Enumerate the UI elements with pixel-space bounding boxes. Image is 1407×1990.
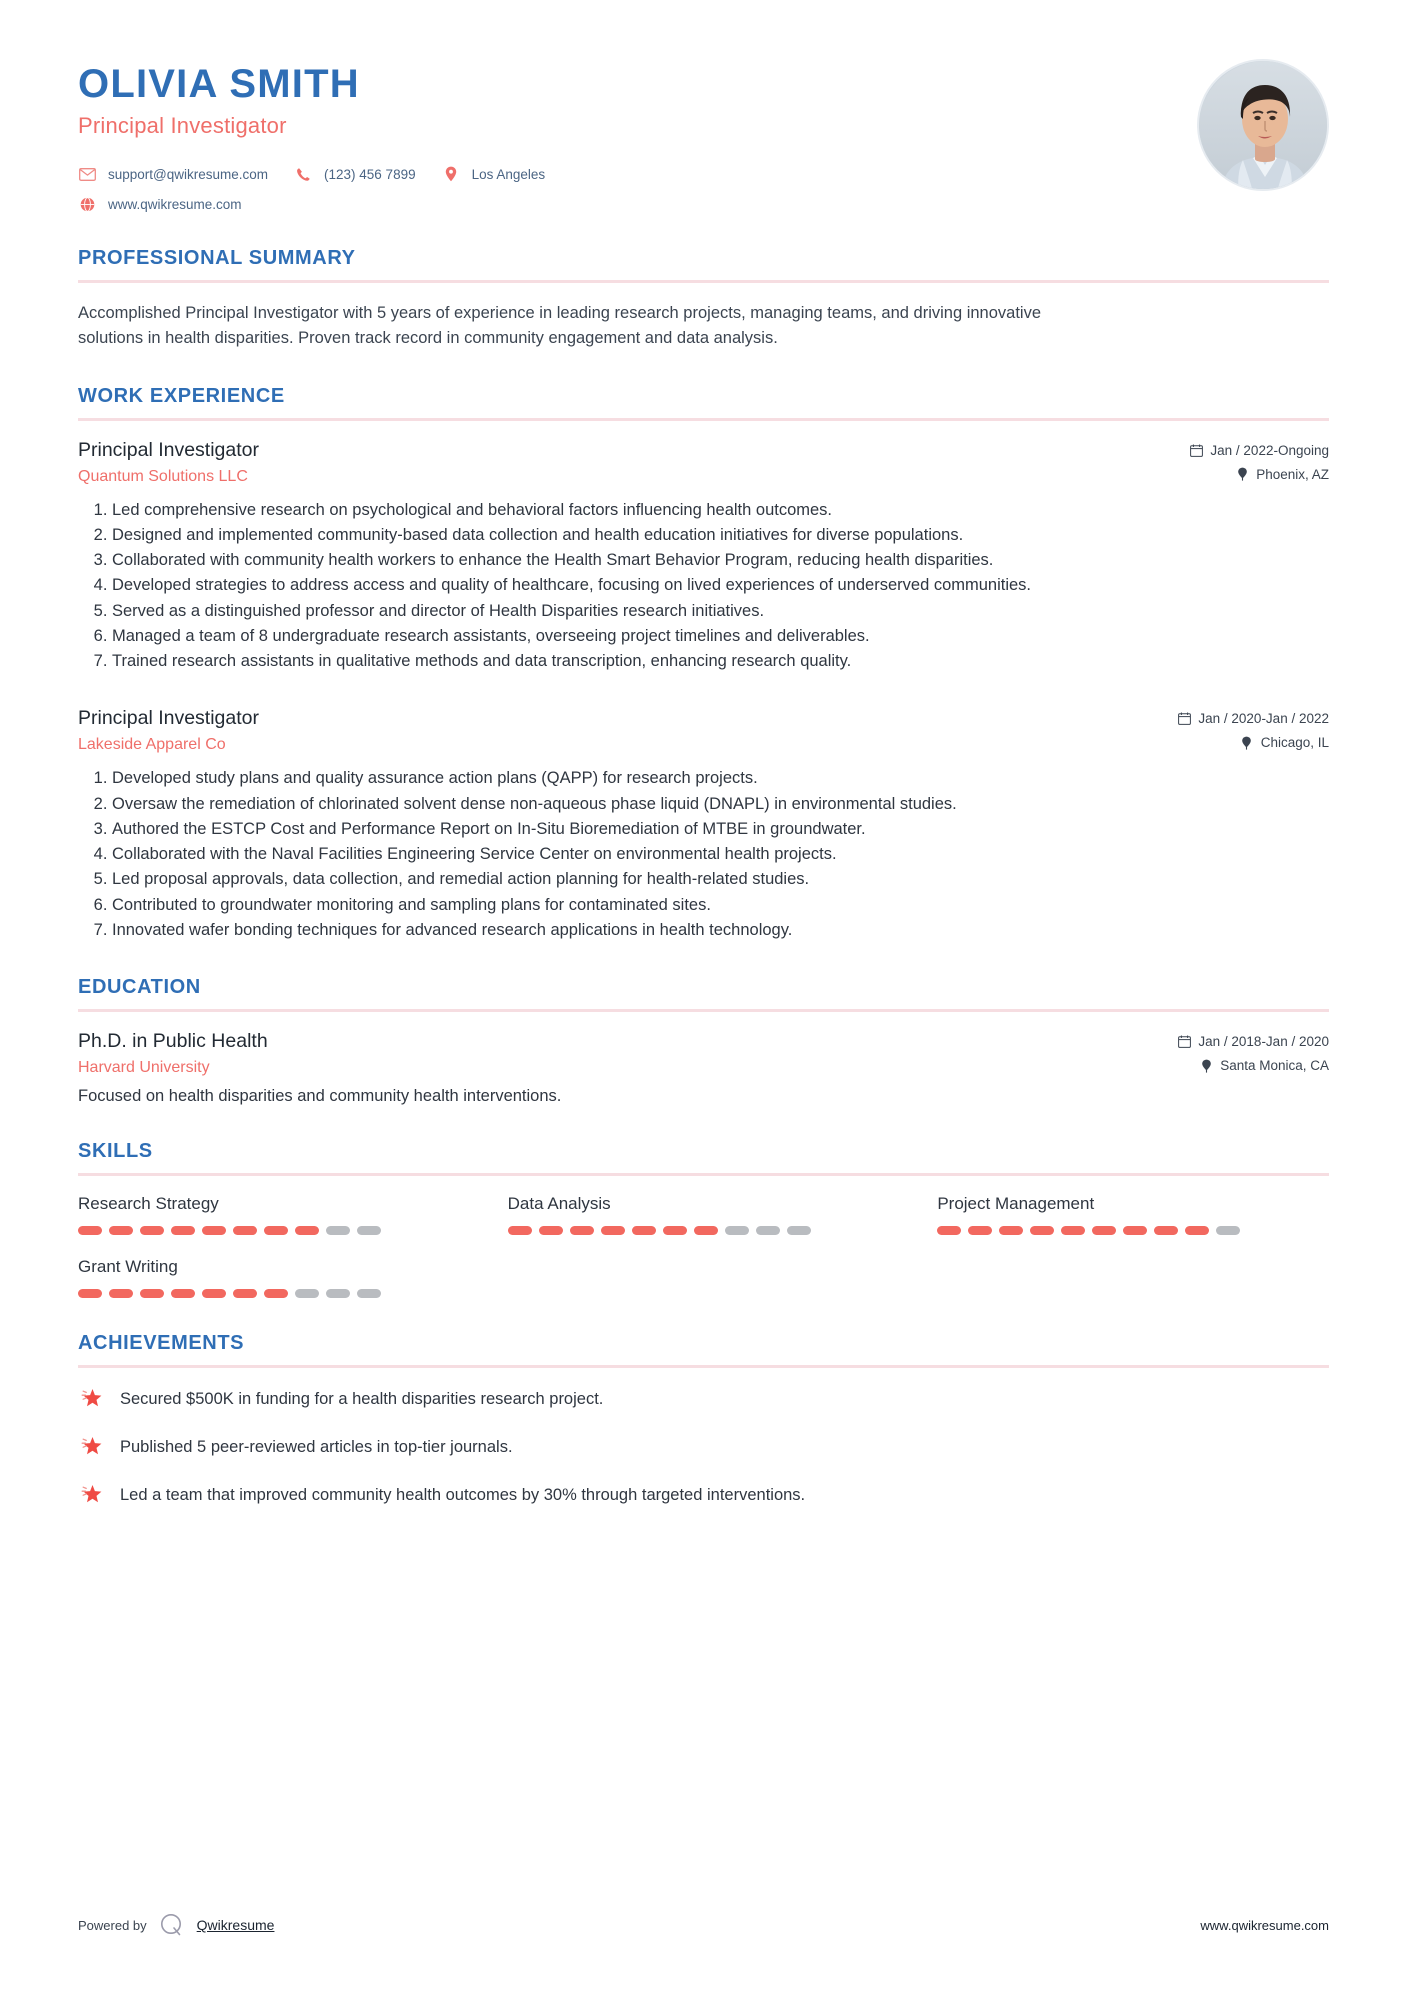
achievement-item xyxy=(78,1386,1329,1412)
skill-level-bar xyxy=(78,1226,470,1235)
section-title-education: EDUCATION xyxy=(78,976,201,998)
section-divider xyxy=(78,280,1329,283)
work-bullets xyxy=(78,498,1329,674)
bullet-item: 7. Innovated wafer bonding techniques for advanced research applications in health technology. xyxy=(112,918,1329,942)
bullet-item: 2. Designed and implemented community-based data collection and health education initiatives for diverse populations. xyxy=(112,523,1329,547)
bullet-item: 6. Managed a team of 8 undergraduate research assistants, overseeing project timelines and deliverables. xyxy=(112,624,1329,648)
section-title-skills: SKILLS xyxy=(78,1140,153,1162)
skill-item xyxy=(508,1194,900,1235)
location-pin-icon xyxy=(442,165,460,183)
skill-label: Data Analysis xyxy=(507,1194,611,1213)
bullet-item: 7. Trained research assistants in qualitative methods and data transcription, enhancing research quality. xyxy=(112,649,1329,673)
work-location xyxy=(1177,735,1329,750)
skill-dash xyxy=(1185,1226,1209,1235)
work-location-text: Chicago, IL xyxy=(1260,735,1329,751)
education-description: Focused on health disparities and community health interventions. xyxy=(78,1087,562,1105)
section-achievements xyxy=(78,1332,1329,1508)
skill-dash xyxy=(78,1226,102,1235)
section-divider xyxy=(78,1173,1329,1176)
contact-email-text: support@qwikresume.com xyxy=(108,166,269,182)
map-marker-icon xyxy=(1235,467,1249,481)
education-dates xyxy=(1177,1034,1329,1049)
skill-dash xyxy=(78,1289,102,1298)
skill-dash xyxy=(508,1226,532,1235)
skill-dash xyxy=(787,1226,811,1235)
calendar-icon xyxy=(1177,712,1191,726)
skill-dash xyxy=(357,1226,381,1235)
avatar-photo xyxy=(1199,61,1329,191)
education-entry-meta xyxy=(1177,1030,1329,1073)
work-bullets xyxy=(78,766,1329,942)
education-entry-left xyxy=(78,1030,1177,1077)
contact-row-1 xyxy=(78,165,1197,183)
work-location-text: Phoenix, AZ xyxy=(1256,466,1329,482)
skill-label: Project Management xyxy=(937,1194,1095,1213)
section-title-achievements: ACHIEVEMENTS xyxy=(78,1332,245,1354)
candidate-job-title: Principal Investigator xyxy=(78,113,287,138)
skill-label: Research Strategy xyxy=(78,1194,219,1213)
powered-by-label: Powered by xyxy=(78,1917,147,1933)
skill-dash xyxy=(357,1289,381,1298)
skill-dash xyxy=(202,1289,226,1298)
section-professional-summary xyxy=(78,247,1329,351)
header-left xyxy=(78,55,1197,213)
bullet-item: 4. Developed strategies to address access and quality of healthcare, focusing on lived experiences of underserved communities. xyxy=(112,573,1329,597)
skill-dash xyxy=(1216,1226,1240,1235)
skill-dash xyxy=(999,1226,1023,1235)
skill-dash xyxy=(326,1226,350,1235)
qwikresume-logo-icon xyxy=(159,1912,185,1938)
achievements-list xyxy=(78,1386,1329,1508)
contact-phone-text: (123) 456 7899 xyxy=(324,166,416,182)
phone-icon xyxy=(294,165,312,183)
skill-dash xyxy=(233,1226,257,1235)
skill-dash xyxy=(756,1226,780,1235)
work-company: Quantum Solutions LLC xyxy=(78,467,248,485)
skills-grid xyxy=(78,1194,1329,1298)
work-entry-header xyxy=(78,439,1329,486)
bullet-item: 3. Authored the ESTCP Cost and Performance Report on In-Situ Bioremediation of MTBE in groundwater. xyxy=(112,817,1329,841)
skill-dash xyxy=(1123,1226,1147,1235)
skill-dash xyxy=(1154,1226,1178,1235)
star-icon xyxy=(78,1434,104,1460)
bullet-item: 4. Collaborated with the Naval Facilities Engineering Service Center on environmental health projects. xyxy=(112,842,1329,866)
calendar-icon xyxy=(1177,1035,1191,1049)
skill-dash xyxy=(264,1289,288,1298)
contact-website[interactable] xyxy=(78,195,242,213)
contact-location-text: Los Angeles xyxy=(471,166,546,182)
work-role: Principal Investigator xyxy=(78,707,260,730)
calendar-icon xyxy=(1189,443,1203,457)
section-skills xyxy=(78,1140,1329,1298)
bullet-item: 3. Collaborated with community health workers to enhance the Health Smart Behavior Program, reducing health disparities. xyxy=(112,548,1329,572)
work-dates xyxy=(1177,711,1329,726)
achievement-text: Secured $500K in funding for a health disparities research project. xyxy=(120,1389,604,1408)
skill-dash xyxy=(171,1226,195,1235)
skill-dash xyxy=(632,1226,656,1235)
skill-level-bar xyxy=(937,1226,1329,1235)
work-entry-left xyxy=(78,439,1189,486)
skill-dash xyxy=(1092,1226,1116,1235)
skill-dash xyxy=(694,1226,718,1235)
section-title-work: WORK EXPERIENCE xyxy=(78,384,285,407)
education-dates-text: Jan / 2018-Jan / 2020 xyxy=(1198,1034,1329,1049)
achievement-text: Led a team that improved community health outcomes by 30% through targeted interventions. xyxy=(120,1485,806,1504)
contact-website-text: www.qwikresume.com xyxy=(108,196,242,212)
achievement-item xyxy=(78,1482,1329,1508)
skill-dash xyxy=(264,1226,288,1235)
work-entry xyxy=(78,439,1329,674)
skill-dash xyxy=(539,1226,563,1235)
bullet-item: 5. Led proposal approvals, data collection, and remedial action planning for health-related studies. xyxy=(112,867,1329,891)
section-divider xyxy=(78,1365,1329,1368)
skill-level-bar xyxy=(508,1226,900,1235)
skill-dash xyxy=(295,1289,319,1298)
skill-dash xyxy=(295,1226,319,1235)
skill-dash xyxy=(171,1289,195,1298)
skill-label: Grant Writing xyxy=(78,1257,178,1276)
resume-header xyxy=(78,55,1329,213)
bullet-item: 1. Developed study plans and quality assurance action plans (QAPP) for research projects. xyxy=(112,766,1329,790)
avatar-wrap xyxy=(1197,59,1329,191)
contact-location xyxy=(442,165,546,183)
email-icon xyxy=(78,165,96,183)
summary-text: Accomplished Principal Investigator with 5 years of experience in leading research projects, managing teams, and driving innovative solutions in health disparities. Proven track record in community engagement and data analysis. xyxy=(78,304,1042,347)
achievement-text: Published 5 peer-reviewed articles in top-tier journals. xyxy=(120,1437,513,1456)
skill-dash xyxy=(1061,1226,1085,1235)
education-degree: Ph.D. in Public Health xyxy=(78,1030,268,1052)
work-role: Principal Investigator xyxy=(78,438,260,461)
skill-item xyxy=(78,1257,470,1298)
work-entry-header xyxy=(78,707,1329,754)
avatar xyxy=(1197,59,1329,191)
skill-dash xyxy=(326,1289,350,1298)
skill-dash xyxy=(937,1226,961,1235)
work-entry-meta xyxy=(1189,439,1329,482)
work-dates-text: Jan / 2020-Jan / 2022 xyxy=(1198,711,1329,727)
footer-website[interactable]: www.qwikresume.com xyxy=(1200,1917,1329,1933)
work-entry-left xyxy=(78,707,1177,754)
work-entry xyxy=(78,707,1329,942)
skill-dash xyxy=(233,1289,257,1298)
skill-dash xyxy=(109,1226,133,1235)
contact-row-2 xyxy=(78,195,1197,213)
section-divider xyxy=(78,418,1329,421)
page-footer xyxy=(78,1912,1329,1938)
work-entry-meta xyxy=(1177,707,1329,750)
star-icon xyxy=(78,1386,104,1412)
skill-dash xyxy=(663,1226,687,1235)
section-title-summary: PROFESSIONAL SUMMARY xyxy=(78,247,356,269)
work-location xyxy=(1189,467,1329,482)
bullet-item: 5. Served as a distinguished professor and director of Health Disparities research initiatives. xyxy=(112,599,1329,623)
contact-email[interactable] xyxy=(78,165,268,183)
education-entry xyxy=(78,1030,1329,1106)
skill-dash xyxy=(968,1226,992,1235)
section-education xyxy=(78,976,1329,1106)
section-divider xyxy=(78,1009,1329,1012)
contact-phone[interactable] xyxy=(294,165,416,183)
section-work-experience xyxy=(78,385,1329,943)
education-location-text: Santa Monica, CA xyxy=(1220,1058,1329,1073)
skill-dash xyxy=(109,1289,133,1298)
map-marker-icon xyxy=(1240,736,1254,750)
education-school: Harvard University xyxy=(78,1059,210,1076)
work-company: Lakeside Apparel Co xyxy=(78,736,226,754)
footer-left xyxy=(78,1912,274,1938)
work-dates-text: Jan / 2022-Ongoing xyxy=(1210,442,1329,458)
bullet-item: 6. Contributed to groundwater monitoring and sampling plans for contaminated sites. xyxy=(112,893,1329,917)
qwikresume-brand-link[interactable]: Qwikresume xyxy=(196,1917,275,1933)
globe-icon xyxy=(78,195,96,213)
skill-dash xyxy=(570,1226,594,1235)
map-marker-icon xyxy=(1199,1059,1213,1073)
skill-item xyxy=(78,1194,470,1235)
work-dates xyxy=(1189,443,1329,458)
skill-dash xyxy=(725,1226,749,1235)
skill-level-bar xyxy=(78,1289,470,1298)
skill-dash xyxy=(1030,1226,1054,1235)
skill-item xyxy=(937,1194,1329,1235)
bullet-item: 1. Led comprehensive research on psychological and behavioral factors influencing health outcomes. xyxy=(112,498,1329,522)
candidate-name: OLIVIA SMITH xyxy=(78,62,360,106)
contact-info xyxy=(78,165,1197,213)
education-location xyxy=(1177,1058,1329,1073)
skill-dash xyxy=(140,1226,164,1235)
skill-dash xyxy=(601,1226,625,1235)
education-entry-header xyxy=(78,1030,1329,1077)
skill-dash xyxy=(140,1289,164,1298)
star-icon xyxy=(78,1482,104,1508)
achievement-item xyxy=(78,1434,1329,1460)
skill-dash xyxy=(202,1226,226,1235)
bullet-item: 2. Oversaw the remediation of chlorinated solvent dense non-aqueous phase liquid (DNAPL) in environmental studies. xyxy=(112,792,1329,816)
